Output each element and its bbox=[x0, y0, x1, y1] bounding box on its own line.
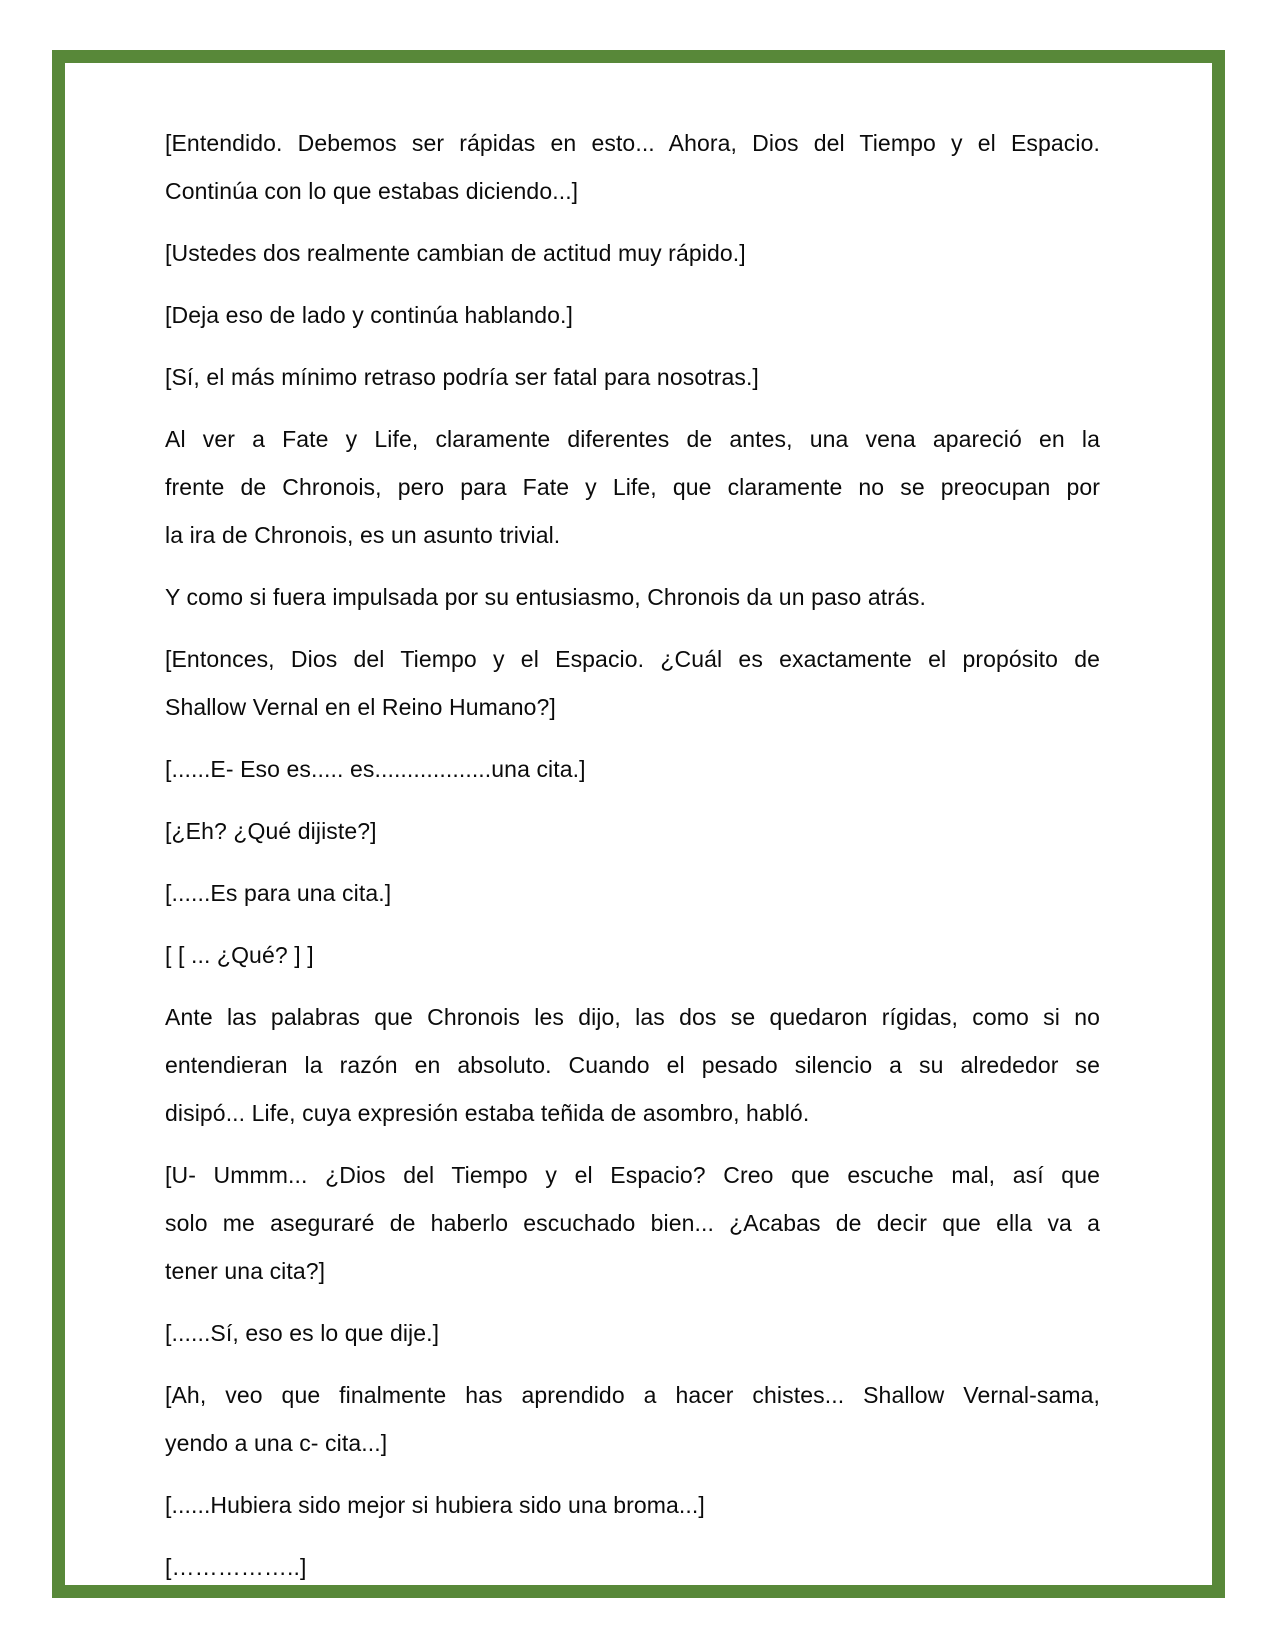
paragraph-line: Y como si fuera impulsada por su entusiasmo, Chronois da un paso atrás. bbox=[165, 584, 926, 610]
paragraph-line: [......E- Eso es..... es..................una cita.] bbox=[165, 756, 586, 782]
paragraph-line: Al ver a Fate y Life, claramente diferentes de antes, una vena apareció en la bbox=[165, 426, 1100, 452]
paragraph-line: [……………..] bbox=[165, 1554, 307, 1580]
paragraph-line: frente de Chronois, pero para Fate y Life, que claramente no se preocupan por bbox=[165, 474, 1100, 500]
paragraph bbox=[165, 229, 1100, 277]
paragraph bbox=[165, 1481, 1100, 1529]
paragraph bbox=[165, 291, 1100, 339]
paragraph bbox=[165, 119, 1100, 215]
paragraph bbox=[165, 415, 1100, 559]
paragraph-line: [Sí, el más mínimo retraso podría ser fatal para nosotras.] bbox=[165, 364, 759, 390]
paragraph bbox=[165, 1309, 1100, 1357]
paragraph-line: [Ah, veo que finalmente has aprendido a hacer chistes... Shallow Vernal-sama, bbox=[165, 1382, 1100, 1408]
paragraph bbox=[165, 1371, 1100, 1467]
paragraph-line: tener una cita?] bbox=[165, 1258, 326, 1284]
paragraph-line: entendieran la razón en absoluto. Cuando el pesado silencio a su alrededor se bbox=[165, 1052, 1100, 1078]
paragraph-line: Shallow Vernal en el Reino Humano?] bbox=[165, 694, 556, 720]
paragraph bbox=[165, 353, 1100, 401]
paragraph-line: [Ustedes dos realmente cambian de actitud muy rápido.] bbox=[165, 240, 746, 266]
paragraph bbox=[165, 869, 1100, 917]
paragraph-line: [U- Ummm... ¿Dios del Tiempo y el Espacio? Creo que escuche mal, así que bbox=[165, 1162, 1100, 1188]
paragraph-line: [......Hubiera sido mejor si hubiera sido una broma...] bbox=[165, 1492, 705, 1518]
document-text-area bbox=[65, 63, 1212, 1585]
paragraph-line: solo me aseguraré de haberlo escuchado bien... ¿Acabas de decir que ella va a bbox=[165, 1210, 1100, 1236]
paragraph bbox=[165, 573, 1100, 621]
paragraph-line: [Deja eso de lado y continúa hablando.] bbox=[165, 302, 573, 328]
paragraph-line: disipó... Life, cuya expresión estaba teñida de asombro, habló. bbox=[165, 1100, 810, 1126]
paragraph bbox=[165, 1543, 1100, 1585]
paragraph-line: [......Es para una cita.] bbox=[165, 880, 392, 906]
paragraph bbox=[165, 1151, 1100, 1295]
paragraph-line: [......Sí, eso es lo que dije.] bbox=[165, 1320, 440, 1346]
paragraph bbox=[165, 993, 1100, 1137]
paragraph-line: [Entonces, Dios del Tiempo y el Espacio. ¿Cuál es exactamente el propósito de bbox=[165, 646, 1100, 672]
paragraph-line: Ante las palabras que Chronois les dijo, las dos se quedaron rígidas, como si no bbox=[165, 1004, 1100, 1030]
page-border-frame bbox=[52, 50, 1225, 1598]
paragraph-line: yendo a una c- cita...] bbox=[165, 1430, 388, 1456]
paragraph-line: [ [ ... ¿Qué? ] ] bbox=[165, 942, 314, 968]
paragraph-line: Continúa con lo que estabas diciendo...] bbox=[165, 178, 579, 204]
paragraph bbox=[165, 931, 1100, 979]
paragraph-line: [¿Eh? ¿Qué dijiste?] bbox=[165, 818, 377, 844]
paragraph bbox=[165, 635, 1100, 731]
paragraph-line: [Entendido. Debemos ser rápidas en esto... Ahora, Dios del Tiempo y el Espacio. bbox=[165, 130, 1100, 156]
paragraph bbox=[165, 745, 1100, 793]
paragraph bbox=[165, 807, 1100, 855]
paragraph-line: la ira de Chronois, es un asunto trivial. bbox=[165, 522, 561, 548]
